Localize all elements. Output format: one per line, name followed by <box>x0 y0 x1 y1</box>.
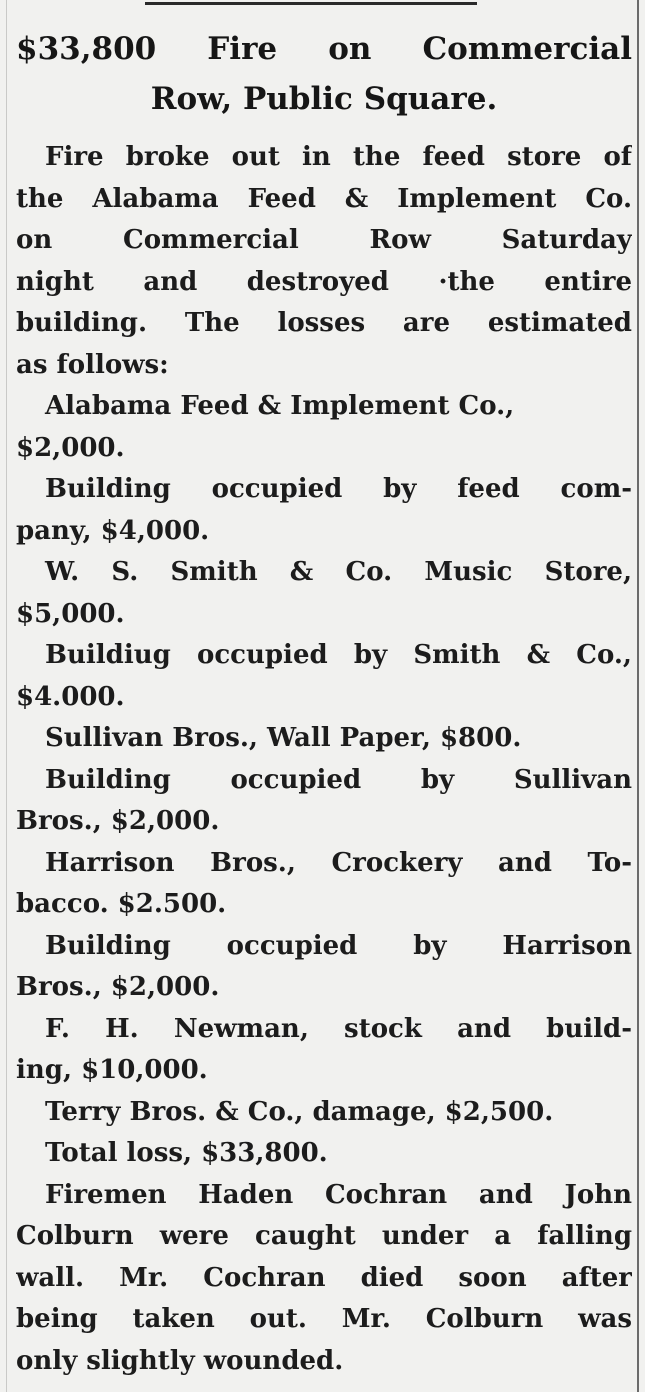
body-line: building. The losses are estimated <box>16 308 632 338</box>
loss-entry-line: bacco. $2.500. <box>16 889 227 919</box>
loss-entry-line: Building occupied by Harrison <box>45 930 632 961</box>
loss-entry-line: Terry Bros. & Co., damage, $2,500. <box>45 1096 554 1127</box>
top-separator-rule <box>145 2 477 5</box>
body-line: Fire broke out in the feed store of <box>45 142 632 172</box>
loss-entry-line: Building occupied by Sullivan <box>45 764 632 795</box>
body-line: on Commercial Row Saturday <box>16 225 632 255</box>
loss-entry-line: $5,000. <box>16 598 125 629</box>
column-rule-right <box>637 0 639 1392</box>
body-line: night and destroyed ·the entire <box>16 266 632 297</box>
body-line: being taken out. Mr. Colburn was <box>16 1304 632 1334</box>
loss-entry-line: Buildiug occupied by Smith & Co., <box>45 640 632 670</box>
body-line: Colburn were caught under a falling <box>16 1221 632 1251</box>
loss-entry-line: $4.000. <box>16 681 125 712</box>
headline-line-1: $33,800 Fire on Commercial <box>16 31 632 67</box>
body-line: only slightly wounded. <box>16 1345 344 1376</box>
loss-entry-line: pany, $4,000. <box>16 515 210 546</box>
loss-entry-line: Sullivan Bros., Wall Paper, $800. <box>45 723 522 753</box>
body-line: wall. Mr. Cochran died soon after <box>16 1262 632 1293</box>
loss-entry-line: W. S. Smith & Co. Music Store, <box>45 557 632 587</box>
total-loss-line: Total loss, $33,800. <box>45 1138 328 1168</box>
loss-entry-line: Bros., $2,000. <box>16 806 220 836</box>
loss-entry-line: Building occupied by feed com- <box>45 474 632 504</box>
loss-entry-line: $2,000. <box>16 432 125 463</box>
loss-entry-line: F. H. Newman, stock and build- <box>45 1013 632 1044</box>
headline-line-2: Row, Public Square. <box>150 81 498 117</box>
body-line: Firemen Haden Cochran and John <box>45 1179 632 1210</box>
column-rule-left <box>6 0 7 1392</box>
loss-entry-line: Harrison Bros., Crockery and To- <box>45 847 632 878</box>
body-line: as follows: <box>16 349 169 380</box>
body-line: the Alabama Feed & Implement Co. <box>16 183 632 214</box>
loss-entry-line: Alabama Feed & Implement Co., <box>45 391 515 421</box>
loss-entry-line: ing, $10,000. <box>16 1055 208 1085</box>
loss-entry-line: Bros., $2,000. <box>16 972 220 1002</box>
article-body <box>16 137 632 1382</box>
